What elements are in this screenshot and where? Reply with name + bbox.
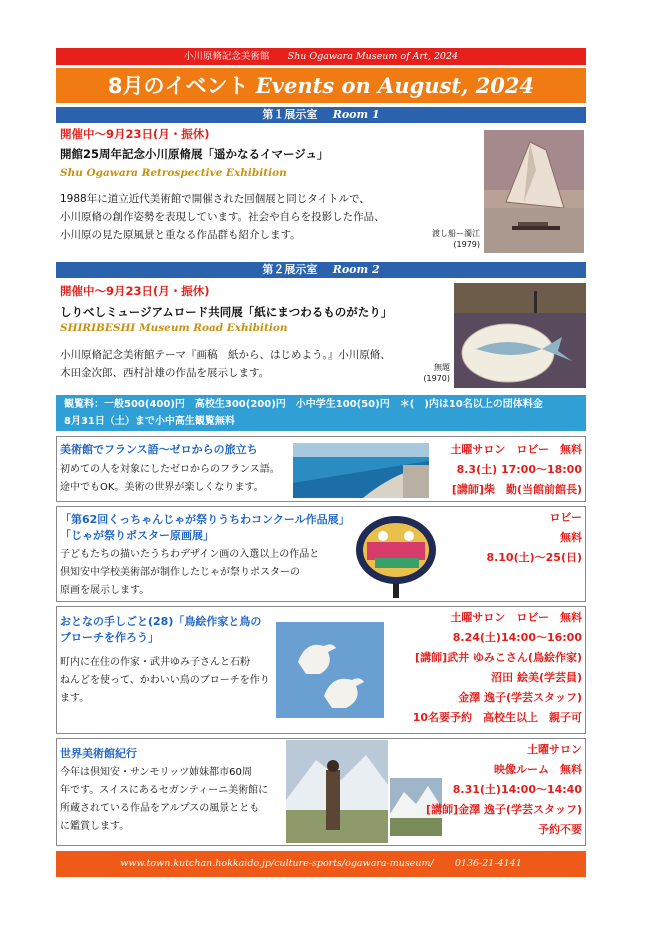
room2-desc-line: 木田金次郎、西村計雄の作品を展示します。 — [60, 367, 270, 379]
nice-coast-photo — [293, 443, 429, 498]
event4-info — [400, 740, 582, 840]
room2-bar-jp: 第２展示室 — [262, 263, 318, 276]
event3-desc-line: ます。 — [60, 693, 90, 704]
event2-description — [60, 546, 350, 600]
event4-desc-line: 年です。スイスにあるセガンティーニ美術館に — [60, 785, 269, 796]
title-jp: 8月のイベント — [107, 74, 249, 98]
events-title-bar — [56, 68, 586, 103]
event3-title-line: おとなの手しごと(28)「鳥絵作家と鳥の — [60, 615, 262, 628]
event3-description — [60, 654, 275, 708]
event1-info-line: [講師]柴 勤(当館前館長) — [451, 483, 582, 496]
room1-bar-en: Room 1 — [332, 108, 380, 121]
uchiwa-fan-image — [353, 512, 439, 598]
event2-info-line: ロビー — [549, 511, 582, 524]
event3-info — [385, 608, 582, 728]
event1-info — [430, 440, 582, 500]
room2-title: しりべしミュージアムロード共同展「紙にまつわるものがたり」 — [60, 305, 393, 319]
room2-period: 開催中～9月23日(月・振休) — [60, 284, 210, 298]
title-en: Events on August, 2024 — [255, 73, 535, 98]
event2-info-line: 8.10(土)～25(日) — [486, 551, 582, 564]
museum-name-en: Shu Ogawara Museum of Art, 2024 — [287, 51, 459, 62]
admission-line1: 観覧料：一般500(400)円 高校生300(200)円 小中学生100(50)円 ＊( )内は10名以上の団体料金 — [64, 399, 543, 410]
event2-desc-line: 子どもたちの描いたうちわデザイン画の入選以上の作品と — [60, 549, 320, 560]
event3-desc-line: 町内に在住の作家・武井ゆみ子さんと石粉 — [60, 657, 250, 668]
painting-ferry-image — [484, 130, 584, 253]
room1-title: 開館25周年記念小川原脩展「遥かなるイマージュ」 — [60, 147, 329, 161]
event2-info — [440, 508, 582, 568]
room2-bar-en: Room 2 — [332, 263, 380, 276]
event4-desc-line: に鑑賞します。 — [60, 821, 130, 832]
room2-desc-line: 小川原脩記念美術館テーマ『画稿 紙から、はじめよう。』小川原脩、 — [60, 349, 391, 361]
room2-description — [60, 346, 430, 382]
event1-desc-line: 初めての人を対象にしたゼロからのフランス語。 — [60, 464, 280, 475]
event3-info-line: 8.24(土)14:00～16:00 — [452, 631, 582, 644]
room1-desc-line: 小川原の見た原風景と重なる作品群も紹介します。 — [60, 229, 301, 241]
bird-brooch-photo — [276, 622, 384, 718]
event3-info-line: 沼田 絵美(学芸員) — [491, 671, 582, 684]
room1-subtitle: Shu Ogawara Retrospective Exhibition — [60, 167, 287, 179]
room1-desc-line: 1988年に道立近代美術館で開催された回個展と同じタイトルで、 — [60, 193, 370, 205]
room1-description — [60, 190, 430, 244]
event4-desc-line: 今年は倶知安・サンモリッツ姉妹都市60周 — [60, 767, 252, 778]
painting-fish-image — [454, 283, 586, 388]
admission-info-box — [56, 395, 586, 431]
event1-title: 美術館でフランス語～ゼロからの旅立ち — [60, 443, 258, 456]
room2-subtitle: SHIRIBESHI Museum Road Exhibition — [60, 322, 288, 334]
room1-caption — [410, 228, 480, 250]
event2-desc-line: 原画を展示します。 — [60, 585, 150, 596]
caption-title: 無題 — [434, 363, 450, 372]
footer-url[interactable]: www.town.kutchan.hokkaido.jp/culture-sports/ogawara-museum/ — [120, 858, 434, 869]
room1-desc-line: 小川原脩の創作姿勢を表現しています。社会や自らを投影した作品、 — [60, 211, 385, 223]
footer-bar — [56, 851, 586, 877]
event4-info-line: 土曜サロン — [527, 743, 582, 756]
museum-header-bar — [56, 48, 586, 65]
caption-year: (1970) — [423, 374, 450, 383]
event2-title-line: 「第62回くっちゃんじゃが祭りうちわコンクール作品展」 — [60, 513, 350, 526]
event4-desc-line: 所蔵されている作品をアルプスの風景ととも — [60, 803, 260, 814]
event3-title-line: ブローチを作ろう」 — [60, 631, 159, 644]
room1-period: 開催中～9月23日(月・振休) — [60, 127, 210, 141]
segantini-painting-image — [286, 740, 388, 843]
caption-title: 渡し船ー濁江 — [432, 229, 480, 238]
event4-description — [60, 764, 280, 836]
event4-info-line: 8.31(土)14:00～14:40 — [452, 783, 582, 796]
room1-bar-jp: 第１展示室 — [262, 108, 318, 121]
event4-title: 世界美術館紀行 — [60, 747, 137, 760]
event1-description — [60, 461, 290, 497]
event1-info-line: 8.3(土) 17:00～18:00 — [456, 463, 582, 476]
event1-desc-line: 途中でもOK。美術の世界が楽しくなります。 — [60, 482, 264, 493]
event2-desc-line: 倶知安中学校美術部が制作したじゃが祭りポスターの — [60, 567, 300, 578]
caption-year: (1979) — [453, 240, 480, 249]
event3-info-line: [講師]武井 ゆみこさん(鳥絵作家) — [415, 651, 582, 664]
admission-line2: 8月31日（土）まで小中高生観覧無料 — [64, 416, 235, 427]
event3-info-line: 10名要予約 高校生以上 親子可 — [412, 711, 582, 724]
event2-info-line: 無料 — [560, 531, 582, 544]
room2-caption — [405, 362, 450, 384]
event3-info-line: 金澤 逸子(学芸スタッフ) — [458, 691, 582, 704]
event3-desc-line: ねんどを使って、かわいい鳥のブローチを作り — [60, 675, 270, 686]
event2-title-line: 「じゃが祭りポスター原画展」 — [60, 529, 214, 542]
event4-info-line: 予約不要 — [538, 823, 582, 836]
event3-title — [60, 614, 261, 646]
footer-tel: 0136-21-4141 — [454, 858, 522, 869]
event3-info-line: 土曜サロン ロビー 無料 — [450, 611, 582, 624]
event4-info-line: [講師]金澤 逸子(学芸スタッフ) — [426, 803, 582, 816]
room2-bar — [56, 262, 586, 278]
museum-name-jp: 小川原脩記念美術館 — [183, 51, 270, 62]
event1-info-line: 土曜サロン ロビー 無料 — [450, 443, 582, 456]
event4-info-line: 映像ルーム 無料 — [494, 763, 582, 776]
room1-bar — [56, 107, 586, 123]
event2-title — [60, 512, 350, 544]
